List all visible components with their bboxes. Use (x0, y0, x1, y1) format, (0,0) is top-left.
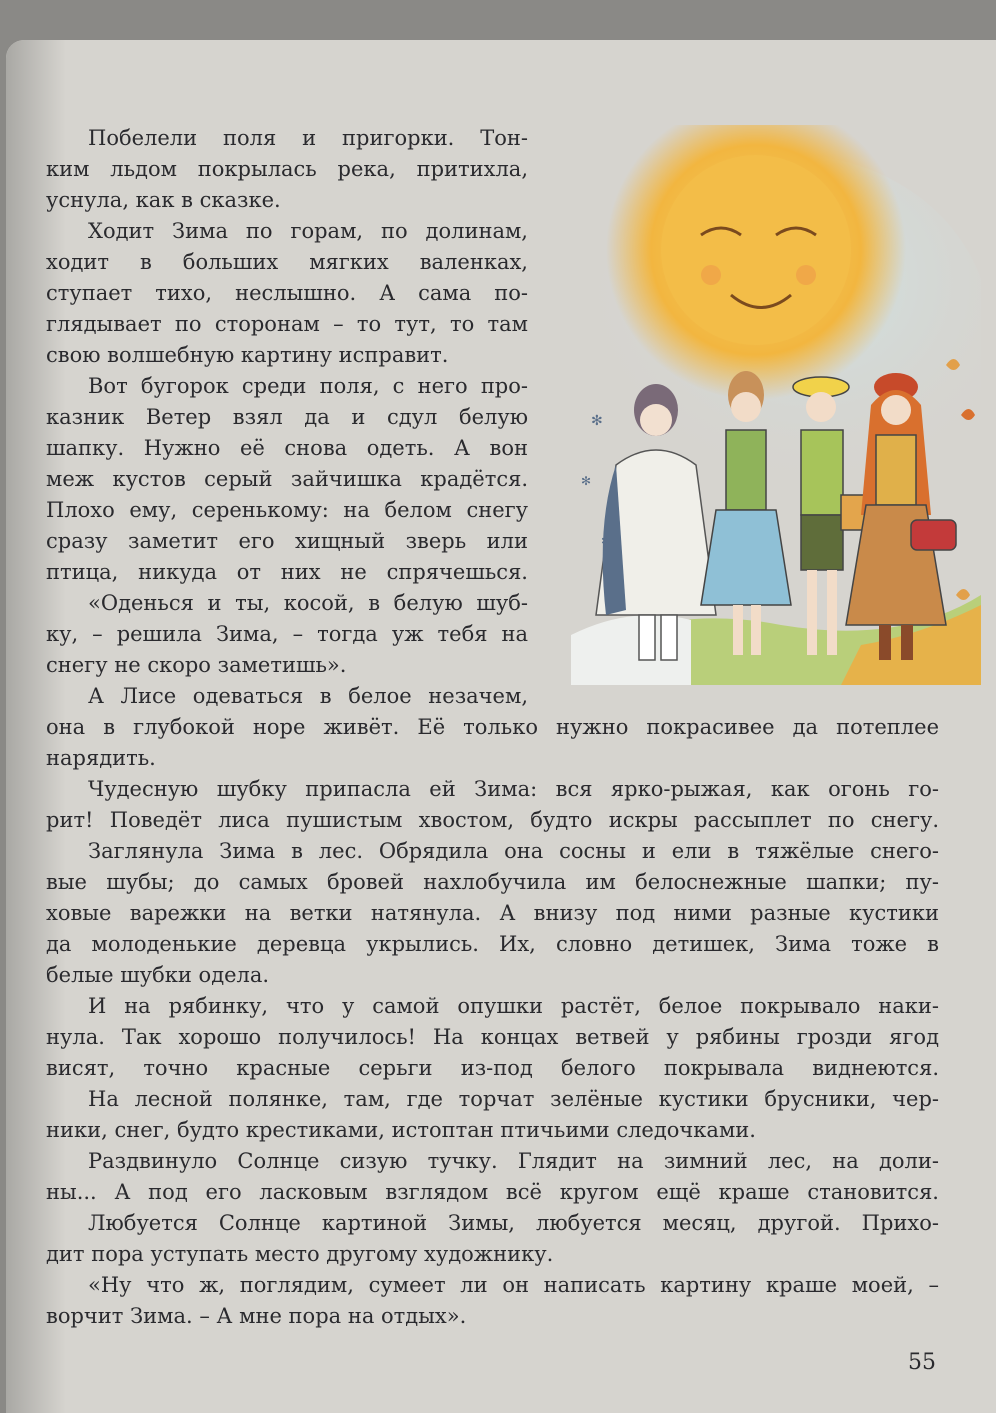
text-line: нула. Так хорошо получилось! На концах ветвей у рябины грозди ягод (46, 1025, 939, 1049)
text-line: дит пора уступать место другому художнику. (46, 1242, 554, 1266)
text-line: снегу не скоро заметишь». (46, 653, 347, 677)
text-line: Побелели поля и пригорки. Тон- (88, 126, 528, 150)
text-line: «Оденься и ты, косой, в белую шуб- (88, 591, 528, 615)
text-line: уснула, как в сказке. (46, 188, 281, 212)
text-line: белые шубки одела. (46, 963, 270, 987)
text-line: Заглянула Зима в лес. Обрядила она сосны и ели в тяжёлые снего- (88, 839, 939, 863)
page-number: 55 (908, 1350, 936, 1375)
text-line: глядывает по сторонам – то тут, то там (46, 312, 528, 336)
text-line: казник Ветер взял да и сдул белую (46, 405, 528, 429)
text-line: сразу заметит его хищный зверь или (46, 529, 528, 553)
text-line: рит! Поведёт лиса пушистым хвостом, будто искры рассыплет по снегу. (46, 808, 939, 832)
text-line: висят, точно красные серьги из-под белого покрывала виднеются. (46, 1056, 939, 1080)
text-line: ворчит Зима. – А мне пора на отдых». (46, 1304, 467, 1328)
text-line: да молоденькие деревца укрылись. Их, словно детишек, Зима тоже в (46, 932, 939, 956)
text-line: ходит в больших мягких валенках, (46, 250, 528, 274)
text-line: ступает тихо, неслышно. А сама по- (46, 281, 528, 305)
svg-text:✻: ✻ (601, 534, 612, 548)
text-line: И на рябинку, что у самой опушки растёт, белое покрывало наки- (88, 994, 939, 1018)
text-line: Ходит Зима по горам, по долинам, (88, 219, 528, 243)
text-line: На лесной полянке, там, где торчат зелёные кустики брусники, чер- (88, 1087, 939, 1111)
text-line: Чудесную шубку припасла ей Зима: вся ярко-рыжая, как огонь го- (88, 777, 939, 801)
story-text (6, 40, 996, 1413)
text-line: Раздвинуло Солнце сизую тучку. Глядит на зимний лес, на доли- (88, 1149, 939, 1173)
text-line: Любуется Солнце картиной Зимы, любуется месяц, другой. Прихо- (88, 1211, 939, 1235)
text-line: ны... А под его ласковым взглядом всё кругом ещё краше становится. (46, 1180, 939, 1204)
text-line: она в глубокой норе живёт. Её только нужно покрасивее да потеплее (46, 715, 939, 739)
text-line: свою волшебную картину исправит. (46, 343, 449, 367)
text-line: ховые варежки на ветки натянула. А внизу под ними разные кустики (46, 901, 939, 925)
text-line: ники, снег, будто крестиками, истоптан птичьими следочками. (46, 1118, 756, 1142)
text-line: меж кустов серый зайчишка крадётся. (46, 467, 528, 491)
text-line: «Ну что ж, поглядим, сумеет ли он написать картину краше моей, – (88, 1273, 939, 1297)
text-line: нарядить. (46, 746, 156, 770)
text-line: Вот бугорок среди поля, с него про- (88, 374, 528, 398)
text-line: Плохо ему, серенькому: на белом снегу (46, 498, 528, 522)
svg-text:✻: ✻ (581, 474, 592, 488)
book-page (6, 40, 996, 1413)
text-line: ку, – решила Зима, – тогда уж тебя на (46, 622, 528, 646)
text-line: вые шубы; до самых бровей нахлобучила им белоснежные шапки; пу- (46, 870, 939, 894)
text-line: ким льдом покрылась река, притихла, (46, 157, 528, 181)
text-line: птица, никуда от них не спрячешься. (46, 560, 528, 584)
text-line: А Лисе одеваться в белое незачем, (88, 684, 528, 708)
svg-text:✻: ✻ (591, 413, 603, 429)
text-line: шапку. Нужно её снова одеть. А вон (46, 436, 528, 460)
